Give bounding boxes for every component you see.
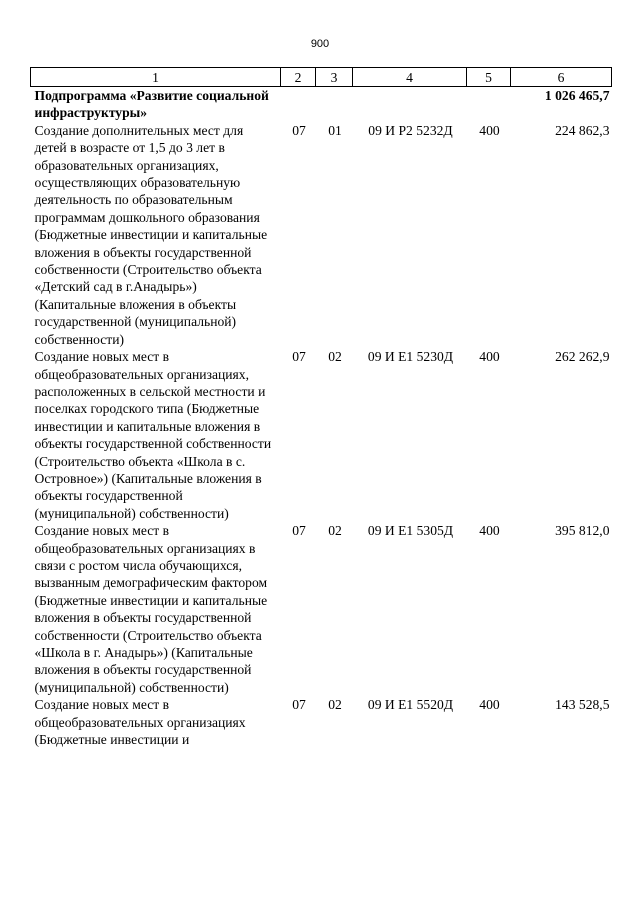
row-section: 07 bbox=[292, 349, 306, 365]
row-expense-type bbox=[467, 87, 511, 122]
row-subsection: 02 bbox=[328, 523, 342, 539]
row-subsection: 01 bbox=[328, 122, 342, 138]
row-target-code: 09 И Е1 5305Д bbox=[367, 523, 454, 539]
row-subsection: 02 bbox=[328, 349, 342, 365]
row-description: Создание дополнительных мест для детей в возрасте от 1,5 до 3 лет в образовательных организациях, осуществляющих образовательную деятельность по образовательным программам дошкольного образования (Бюджетные инвестиции и капитальные вложения в объекты государственной собственности (Строительство объекта «Детский сад в г.Анадырь») (Капитальные вложения в объекты государственной (муниципальной) собственности) bbox=[34, 122, 268, 347]
row-expense-type: 400 bbox=[479, 523, 500, 539]
table-row-subprogram bbox=[31, 87, 612, 122]
table-row bbox=[31, 122, 612, 348]
header-col-2: 2 bbox=[281, 68, 316, 87]
row-target-code: 09 И Е1 5230Д bbox=[367, 349, 454, 365]
page-number: 900 bbox=[310, 38, 330, 50]
row-subsection: 02 bbox=[328, 697, 342, 713]
row-subsection bbox=[316, 87, 353, 122]
row-description: Создание новых мест в общеобразовательных организациях (Бюджетные инвестиции и bbox=[34, 697, 246, 748]
row-expense-type: 400 bbox=[479, 349, 500, 365]
row-target-code: 09 И Е1 5520Д bbox=[367, 697, 454, 713]
budget-table bbox=[30, 67, 612, 748]
header-col-4: 4 bbox=[353, 68, 467, 87]
row-target-code: 09 И Р2 5232Д bbox=[368, 122, 453, 138]
table-header-row bbox=[31, 68, 612, 87]
row-description: Подпрограмма «Развитие социальной инфраструктуры» bbox=[34, 88, 269, 121]
row-description: Создание новых мест в общеобразовательных организациях в связи с ростом числа обучающихся, вызванным демографическим фактором (Бюджетные инвестиции и капитальные вложения в объекты государственной собственности (Строительство объекта «Школа в г. Анадырь») (Капитальные вложения в объекты государственной (муниципальной) собственности) bbox=[34, 523, 268, 695]
row-description: Создание новых мест в общеобразовательных организациях, расположенных в сельской местности и поселках городского типа (Бюджетные инвестиции и капитальные вложения в объекты государственной собственности (Строительство объекта «Школа в с. Островное») (Капитальные вложения в объекты государственной (муниципальной) собственности) bbox=[34, 349, 272, 521]
header-col-3: 3 bbox=[316, 68, 353, 87]
row-section: 07 bbox=[292, 122, 306, 138]
row-section: 07 bbox=[292, 523, 306, 539]
row-amount: 1 026 465,7 bbox=[544, 88, 610, 103]
table-row bbox=[31, 696, 612, 748]
header-col-1: 1 bbox=[31, 68, 281, 87]
row-section: 07 bbox=[292, 697, 306, 713]
header-col-5: 5 bbox=[467, 68, 511, 87]
row-expense-type: 400 bbox=[479, 122, 500, 138]
row-target-code bbox=[353, 87, 467, 122]
row-amount: 143 528,5 bbox=[555, 697, 610, 713]
row-expense-type: 400 bbox=[479, 697, 500, 713]
table-row bbox=[31, 522, 612, 696]
row-section bbox=[281, 87, 316, 122]
table-row bbox=[31, 348, 612, 522]
row-amount: 262 262,9 bbox=[555, 349, 610, 365]
row-amount: 395 812,0 bbox=[555, 523, 610, 539]
header-col-6: 6 bbox=[511, 68, 612, 87]
row-amount: 224 862,3 bbox=[555, 122, 610, 138]
